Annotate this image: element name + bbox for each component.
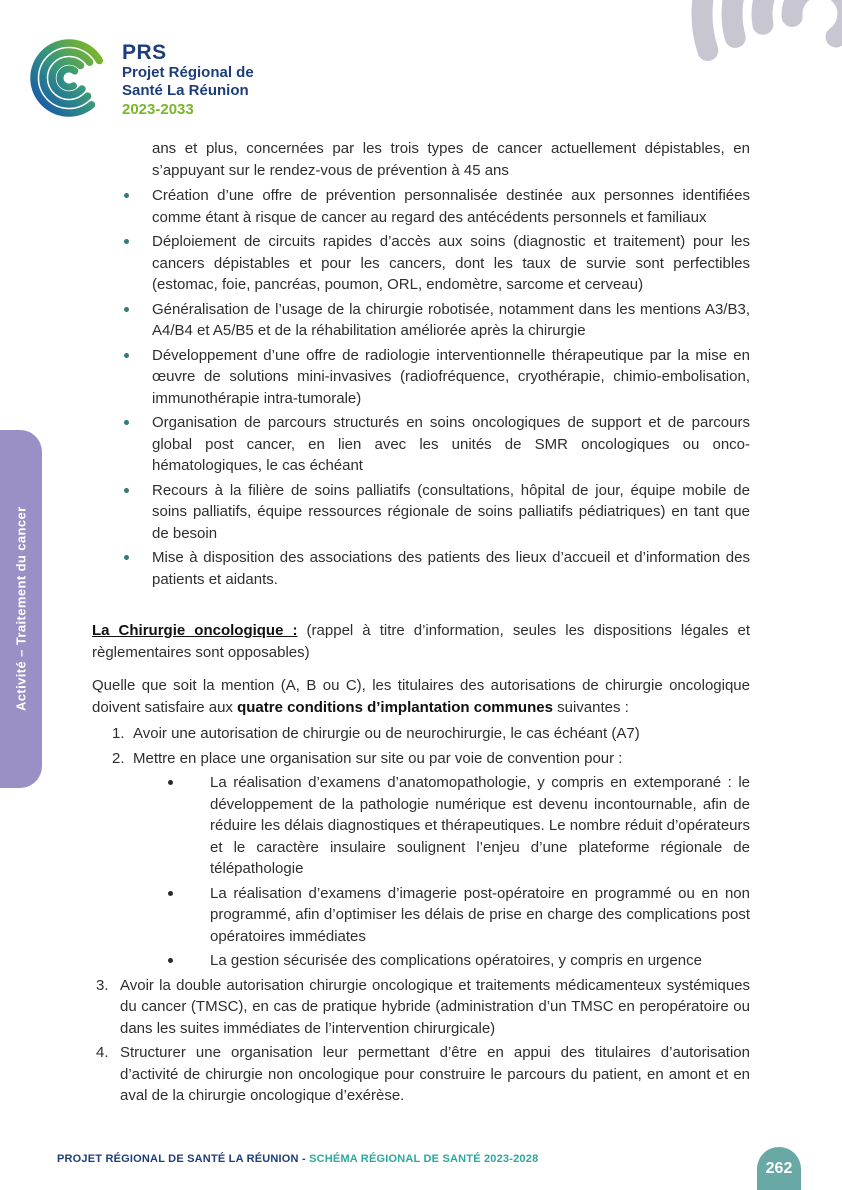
section-intro-post: suivantes : [552, 698, 629, 716]
sub-bullet-item: La réalisation d’examens d’imagerie post-opératoire en programmé ou en non programmé, afin d’optimiser les délais de prise en charge des complications post opératoires immédiates [92, 883, 750, 948]
numbered-item-1-number: 1. [112, 725, 125, 742]
bullet-item: Déploiement de circuits rapides d’accès aux soins (diagnostic et traitement) pour les cancers dépistables et pour les cancers, dont les taux de survie sont perfectibles (estomac, foie, pancréas, poumon, ORL, endomètre, sarcome et cerveau) [92, 231, 750, 296]
intro-continuation-paragraph: ans et plus, concernées par les trois types de cancer actuellement dépistables, en s’appuyant sur le rendez-vous de prévention à 45 ans [152, 140, 750, 179]
sub-bullet-item: La gestion sécurisée des complications opératoires, y compris en urgence [92, 950, 750, 972]
sub-bullet-item: La réalisation d’examens d’anatomopathologie, y compris en extemporané : le développement de la pathologie numérique est devenu incontournable, afin de réduire les délais diagnostiques et thérapeutiques. Le nombre réduit d’opérateurs et le caractère insulaire soulignent l’enjeu d’une plateforme régionale de télépathologie [92, 772, 750, 880]
section-heading-title: La Chirurgie oncologique : [92, 622, 298, 639]
logo-years: 2023-2033 [122, 101, 194, 118]
numbered-item-4-text: Structurer une organisation leur permettant d’être en appui des titulaires d’autorisation d’activité de chirurgie non oncologique pour construire le parcours du patient, en amont et en aval de la chirurgie oncologique d’exérèse. [120, 1044, 750, 1104]
chapter-tab-label: Activité – Traitement du cancer [13, 506, 29, 712]
numbered-item-3-text: Avoir la double autorisation chirurgie oncologique et traitements médicamenteux systémiques du cancer (TMSC), en cas de pratique hybride (administration d’un TMSC en peropératoire ou dans les suites immédiates de l’intervention chirurgicale) [120, 976, 750, 1037]
numbered-item-3-number: 3. [96, 976, 109, 994]
numbered-item-4 [92, 1042, 750, 1107]
conditions-numbered-list [92, 723, 750, 1107]
numbered-item-3 [92, 975, 750, 1040]
section-intro-pre: Quelle que soit la mention (A, B ou C), les titulaires des autorisations de chirurgie oncologique doivent satisfaire aux [92, 677, 750, 716]
chapter-tab [0, 430, 42, 788]
footer-title-navy: PROJET RÉGIONAL DE SANTÉ LA RÉUNION - [57, 1153, 310, 1165]
logo-acronym: PRS [122, 41, 167, 64]
prs-logo [28, 34, 254, 120]
bullet-item: Création d’une offre de prévention personnalisée destinée aux personnes identifiées comme étant à risque de cancer au regard des antécédents personnels et familiaux [92, 185, 750, 228]
sub-bullet-list [92, 772, 750, 972]
section-intro-bold: quatre conditions d’implantation communes [237, 698, 553, 716]
section-heading-note: (rappel à titre d’information, seules les dispositions légales et règlementaires sont opposables) [92, 622, 751, 661]
numbered-item-1 [92, 723, 750, 745]
section-heading [92, 620, 750, 663]
bullet-item: Développement d’une offre de radiologie interventionnelle thérapeutique par la mise en œuvre de solutions mini-invasives (radiofréquence, cryothérapie, chimio-embolisation, immunothérapie intra-tumorale) [92, 345, 750, 410]
bullet-item: Mise à disposition des associations des patients des lieux d’accueil et d’information des patients et aidants. [92, 547, 750, 590]
page-number: 262 [765, 1159, 793, 1177]
section-intro-paragraph [92, 675, 750, 718]
bullet-item: Organisation de parcours structurés en soins oncologiques de support et de parcours global post cancer, en lien avec les unités de SMR oncologiques ou onco-hématologiques, le cas échéant [92, 412, 750, 477]
prs-arcs-icon [28, 34, 112, 120]
numbered-item-1-text: Avoir une autorisation de chirurgie ou de neurochirurgie, le cas échéant (A7) [133, 725, 640, 742]
footer-title-teal: SCHÉMA RÉGIONAL DE SANTÉ 2023-2028 [309, 1153, 539, 1165]
bullet-item: Généralisation de l’usage de la chirurgie robotisée, notamment dans les mentions A3/B3, A4/B4 et A5/B5 et de la réhabilitation améliorée après la chirurgie [92, 299, 750, 342]
footer-title [57, 1153, 538, 1165]
numbered-item-2 [92, 748, 750, 770]
logo-subtitle-line1: Projet Régional de [122, 64, 254, 81]
numbered-item-4-number: 4. [96, 1044, 109, 1061]
prs-logo-text [122, 34, 254, 119]
logo-subtitle-line2: Santé La Réunion [122, 82, 249, 99]
page-number-badge [757, 1147, 801, 1190]
document-content [92, 138, 750, 1107]
objectives-bullet-list [92, 185, 750, 590]
bullet-item: Recours à la filière de soins palliatifs (consultations, hôpital de jour, équipe mobile de soins palliatifs, équipe ressources régionale de soins palliatifs pédiatriques) en tant que de besoin [92, 480, 750, 545]
numbered-item-2-text: Mettre en place une organisation sur site ou par voie de convention pour : [133, 749, 623, 767]
numbered-item-2-number: 2. [112, 749, 125, 767]
